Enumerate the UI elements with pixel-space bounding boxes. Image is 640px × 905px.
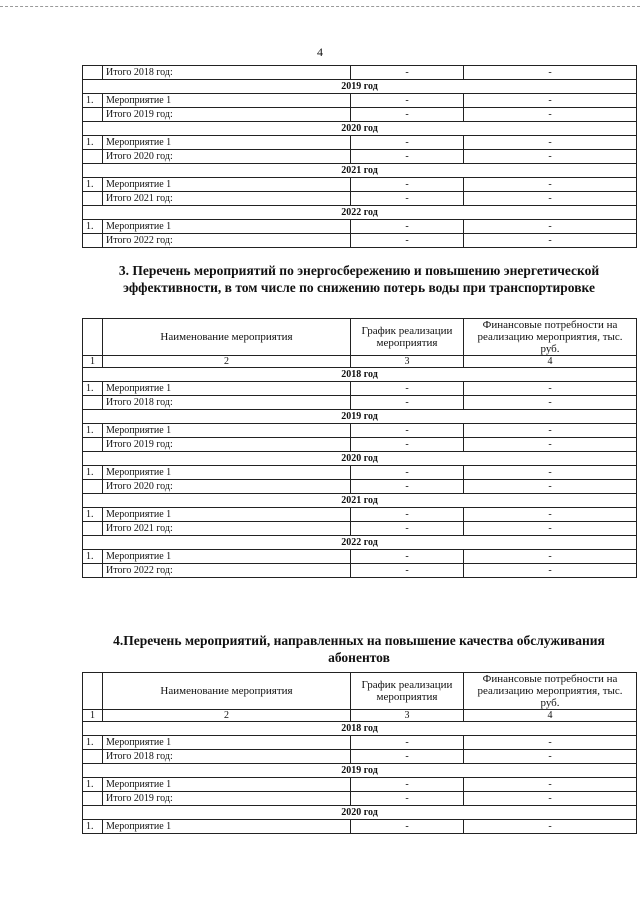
row-number (83, 150, 103, 164)
row-number (83, 234, 103, 248)
row-number: 1. (83, 136, 103, 150)
row-number (83, 480, 103, 494)
finance-value: - (464, 136, 637, 150)
row-number: 1. (83, 736, 103, 750)
row-number (83, 792, 103, 806)
finance-value: - (464, 108, 637, 122)
schedule-value: - (351, 234, 464, 248)
finance-value: - (464, 778, 637, 792)
measure-row (83, 220, 637, 234)
measure-name: Мероприятие 1 (103, 94, 351, 108)
schedule-value: - (351, 94, 464, 108)
finance-value: - (464, 396, 637, 410)
table-header-row (83, 319, 637, 356)
total-row (83, 396, 637, 410)
schedule-value: - (351, 792, 464, 806)
measure-row (83, 382, 637, 396)
row-number: 1. (83, 178, 103, 192)
header-col-finance: Финансовые потребности на реализацию мероприятия, тыс. руб. (464, 319, 637, 356)
year-label: 2021 год (83, 164, 637, 178)
year-row (83, 764, 637, 778)
year-label: 2018 год (83, 368, 637, 382)
total-row (83, 438, 637, 452)
year-row (83, 80, 637, 94)
header-col-number (83, 673, 103, 710)
table-header-row (83, 673, 637, 710)
finance-value: - (464, 220, 637, 234)
finance-value: - (464, 424, 637, 438)
total-row (83, 234, 637, 248)
year-label: 2020 год (83, 452, 637, 466)
year-row (83, 368, 637, 382)
total-label: Итого 2021 год: (103, 522, 351, 536)
total-label: Итого 2020 год: (103, 150, 351, 164)
year-row (83, 410, 637, 424)
section4-title: 4.Перечень мероприятий, направленных на повышение качества обслуживания абонентов (113, 633, 605, 665)
measure-name: Мероприятие 1 (103, 508, 351, 522)
finance-value: - (464, 480, 637, 494)
schedule-value: - (351, 466, 464, 480)
column-number: 3 (351, 356, 464, 368)
year-row (83, 122, 637, 136)
schedule-value: - (351, 150, 464, 164)
schedule-value: - (351, 750, 464, 764)
year-row (83, 206, 637, 220)
total-label: Итого 2018 год: (103, 396, 351, 410)
table-section3 (82, 318, 637, 578)
schedule-value: - (351, 108, 464, 122)
total-row (83, 522, 637, 536)
finance-value: - (464, 438, 637, 452)
total-label: Итого 2022 год: (103, 564, 351, 578)
total-row (83, 192, 637, 206)
row-number: 1. (83, 424, 103, 438)
year-label: 2019 год (83, 764, 637, 778)
year-label: 2019 год (83, 410, 637, 424)
header-col-finance: Финансовые потребности на реализацию мероприятия, тыс. руб. (464, 673, 637, 710)
total-row (83, 792, 637, 806)
finance-value: - (464, 178, 637, 192)
row-number (83, 750, 103, 764)
measure-name: Мероприятие 1 (103, 778, 351, 792)
finance-value: - (464, 564, 637, 578)
total-label: Итого 2018 год: (103, 750, 351, 764)
row-number: 1. (83, 220, 103, 234)
row-number: 1. (83, 382, 103, 396)
schedule-value: - (351, 480, 464, 494)
total-row (83, 564, 637, 578)
total-row (83, 108, 637, 122)
row-number: 1. (83, 466, 103, 480)
measure-row (83, 178, 637, 192)
row-number: 1. (83, 94, 103, 108)
column-number: 2 (103, 710, 351, 722)
schedule-value: - (351, 736, 464, 750)
year-label: 2020 год (83, 806, 637, 820)
schedule-value: - (351, 382, 464, 396)
measure-row (83, 736, 637, 750)
finance-value: - (464, 522, 637, 536)
finance-value: - (464, 150, 637, 164)
finance-value: - (464, 792, 637, 806)
measure-row (83, 136, 637, 150)
measure-name: Мероприятие 1 (103, 220, 351, 234)
column-number-row (83, 356, 637, 368)
schedule-value: - (351, 66, 464, 80)
scan-edge-line (0, 6, 640, 7)
schedule-value: - (351, 508, 464, 522)
year-label: 2019 год (83, 80, 637, 94)
table-section2-continuation (82, 65, 637, 248)
row-number (83, 438, 103, 452)
column-number: 3 (351, 710, 464, 722)
measure-name: Мероприятие 1 (103, 466, 351, 480)
schedule-value: - (351, 136, 464, 150)
total-label: Итого 2022 год: (103, 234, 351, 248)
finance-value: - (464, 750, 637, 764)
schedule-value: - (351, 396, 464, 410)
year-row (83, 452, 637, 466)
measure-row (83, 778, 637, 792)
year-label: 2020 год (83, 122, 637, 136)
column-number: 1 (83, 710, 103, 722)
finance-value: - (464, 820, 637, 834)
total-label: Итого 2020 год: (103, 480, 351, 494)
total-label: Итого 2019 год: (103, 792, 351, 806)
total-row (83, 150, 637, 164)
finance-value: - (464, 192, 637, 206)
finance-value: - (464, 508, 637, 522)
total-label: Итого 2019 год: (103, 438, 351, 452)
schedule-value: - (351, 820, 464, 834)
total-row (83, 480, 637, 494)
measure-row (83, 508, 637, 522)
row-number: 1. (83, 778, 103, 792)
row-number: 1. (83, 550, 103, 564)
column-number-row (83, 710, 637, 722)
column-number: 4 (464, 710, 637, 722)
year-label: 2018 год (83, 722, 637, 736)
header-col-name: Наименование мероприятия (103, 673, 351, 710)
measure-row (83, 424, 637, 438)
year-row (83, 806, 637, 820)
schedule-value: - (351, 564, 464, 578)
finance-value: - (464, 234, 637, 248)
measure-name: Мероприятие 1 (103, 736, 351, 750)
measure-name: Мероприятие 1 (103, 424, 351, 438)
page-number: 4 (317, 45, 323, 59)
year-label: 2021 год (83, 494, 637, 508)
year-label: 2022 год (83, 206, 637, 220)
row-number (83, 108, 103, 122)
schedule-value: - (351, 192, 464, 206)
year-row (83, 494, 637, 508)
row-number: 1. (83, 508, 103, 522)
row-number (83, 522, 103, 536)
header-col-schedule: График реализации мероприятия (351, 673, 464, 710)
total-row (83, 750, 637, 764)
row-number (83, 192, 103, 206)
measure-name: Мероприятие 1 (103, 136, 351, 150)
year-row (83, 722, 637, 736)
measure-name: Мероприятие 1 (103, 178, 351, 192)
column-number: 1 (83, 356, 103, 368)
header-col-schedule: График реализации мероприятия (351, 319, 464, 356)
measure-name: Мероприятие 1 (103, 382, 351, 396)
measure-row (83, 550, 637, 564)
measure-name: Мероприятие 1 (103, 550, 351, 564)
finance-value: - (464, 736, 637, 750)
section3-title: 3. Перечень мероприятий по энергосбережению и повышению энергетической эффективности, в том числе по снижению потерь воды при транспортировке (118, 263, 600, 295)
year-row (83, 536, 637, 550)
year-row (83, 164, 637, 178)
row-number (83, 396, 103, 410)
schedule-value: - (351, 550, 464, 564)
row-number (83, 66, 103, 80)
measure-row (83, 466, 637, 480)
schedule-value: - (351, 778, 464, 792)
measure-row (83, 820, 637, 834)
finance-value: - (464, 550, 637, 564)
schedule-value: - (351, 220, 464, 234)
finance-value: - (464, 66, 637, 80)
schedule-value: - (351, 522, 464, 536)
column-number: 4 (464, 356, 637, 368)
year-label: 2022 год (83, 536, 637, 550)
header-col-name: Наименование мероприятия (103, 319, 351, 356)
finance-value: - (464, 94, 637, 108)
finance-value: - (464, 466, 637, 480)
finance-value: - (464, 382, 637, 396)
schedule-value: - (351, 438, 464, 452)
total-row (83, 66, 637, 80)
table-section4 (82, 672, 637, 834)
column-number: 2 (103, 356, 351, 368)
row-number: 1. (83, 820, 103, 834)
total-label: Итого 2019 год: (103, 108, 351, 122)
total-label: Итого 2018 год: (103, 66, 351, 80)
schedule-value: - (351, 424, 464, 438)
row-number (83, 564, 103, 578)
measure-name: Мероприятие 1 (103, 820, 351, 834)
total-label: Итого 2021 год: (103, 192, 351, 206)
schedule-value: - (351, 178, 464, 192)
measure-row (83, 94, 637, 108)
header-col-number (83, 319, 103, 356)
